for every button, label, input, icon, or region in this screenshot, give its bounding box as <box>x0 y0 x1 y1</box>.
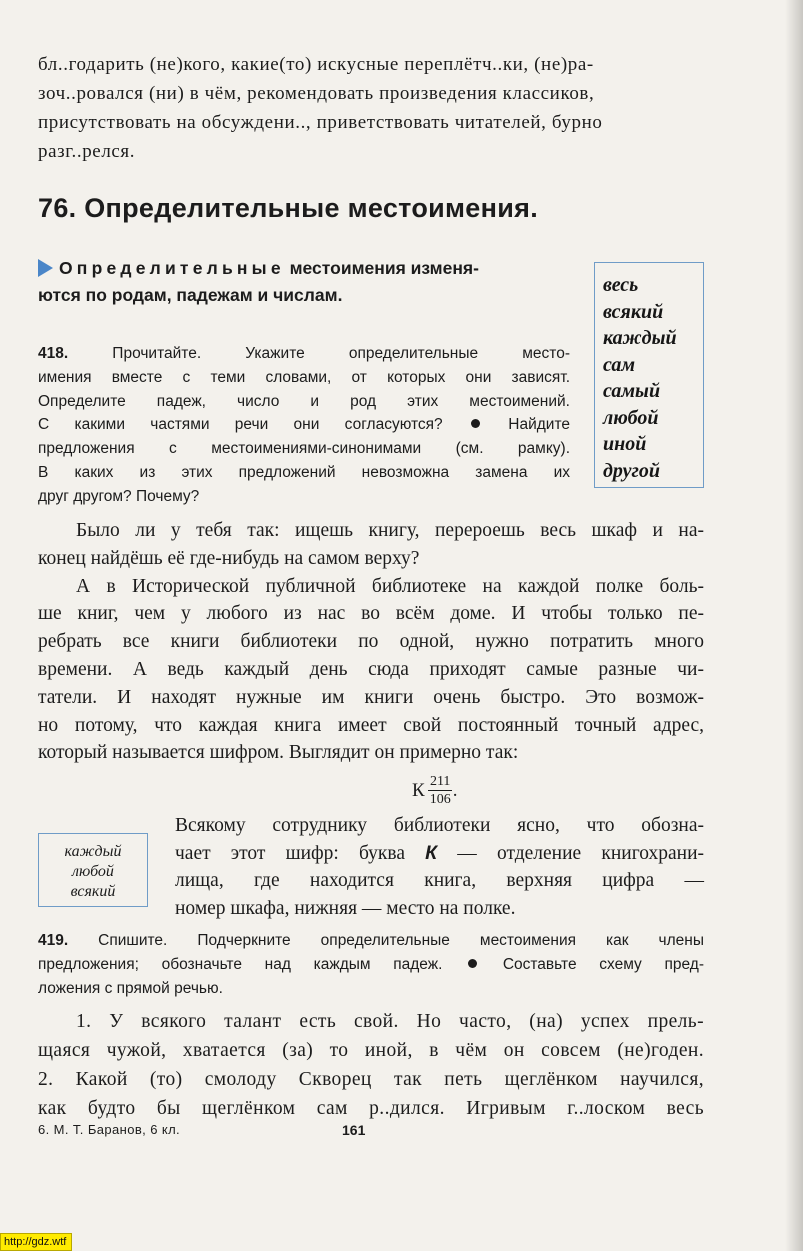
text-line: татели. И находят нужные им книги очень быстро. Это возмож- <box>38 686 704 708</box>
text-line: но потому, что каждая книга имеет свой постоянный точный адрес, <box>38 714 704 736</box>
watermark-link[interactable]: http://gdz.wtf <box>0 1233 72 1251</box>
frame-word: каждый <box>64 843 122 860</box>
text-line: 2. Какой (то) смолоду Скворец так петь щеглёнком научился, <box>38 1069 704 1090</box>
rule-marker-icon <box>38 259 53 277</box>
text-line: ше книг, чем у любого из нас во всём доме. И чтобы только пе- <box>38 603 704 625</box>
text-line: как будто бы щеглёнком сам р..дился. Игривым г..лоском весь <box>38 1098 704 1119</box>
text-line: Всякому сотруднику библиотеки ясно, что обозна- <box>175 815 704 836</box>
text-line: бл..годарить (не)кого, какие(то) искусные переплётч..ки, (не)ра- <box>38 54 594 75</box>
frame-word: иной <box>603 433 647 455</box>
section-title: 76. Определительные местоимения. <box>38 193 538 223</box>
text-line: присутствовать на обсуждени.., приветствовать читателей, бурно <box>38 112 603 133</box>
frame-word: каждый <box>603 327 677 349</box>
reading-text-continued: Всякому сотруднику библиотеки ясно, что обозна- чает этот шифр: буква К — отделение книгохрани- лища, где находится книга, верхняя цифра — номер шкафа, нижняя — место на полке. <box>175 812 704 922</box>
task-bullet-icon <box>468 959 477 968</box>
frame-word: другой <box>603 459 661 482</box>
exercise-line: имения вместе с теми словами, от которых они зависят. <box>38 368 570 386</box>
exercise-418: 418. Прочитайте. Укажите определительные место- имения вместе с теми словами, от которых они зависят. Определите падеж, число и род этих местоимений. С какими частями речи они согласуются? Найдите предложения с местоимениями-синонимами (см. рамку). В каких из этих предложений невозможна замена их друг другом? Почему? <box>38 342 570 509</box>
exercise-line: предложения с местоимениями-синонимами (см. рамку). <box>38 440 570 458</box>
exercise-419-text <box>38 1007 704 1123</box>
text-line: щаяся чужой, хватается (за) то иной, в чём он совсем (не)годен. <box>38 1040 704 1061</box>
frame-word: всякий <box>603 300 664 323</box>
library-cipher <box>412 773 457 808</box>
pronoun-frame <box>594 262 704 488</box>
exercise-line: друг другом? Почему? <box>38 487 200 505</box>
footer-signature: 6. М. Т. Баранов, 6 кл. <box>38 1122 181 1137</box>
exercise-line: Определите падеж, число и род этих местоимений. <box>38 392 570 410</box>
exercise-419: 419. Спишите. Подчеркните определительные местоимения как члены предложения; обозначьте над каждым падеж. Составьте схему пред- ложения с прямой речью. <box>38 929 704 1000</box>
frame-word: весь <box>603 274 639 296</box>
page-edge-shadow <box>785 0 803 1251</box>
frame-word: всякий <box>70 883 116 900</box>
synonym-frame <box>38 833 148 907</box>
text-line: 1. У всякого талант есть свой. Но часто, (на) успех прель- <box>76 1011 704 1032</box>
rule-text: местоимения изменя- <box>284 258 479 278</box>
cipher-dot: . <box>452 779 458 801</box>
text-line: лища, где находится книга, верхняя цифра — <box>175 870 704 891</box>
cipher-letter: К <box>412 779 425 801</box>
exercise-number: 419. <box>38 932 69 949</box>
cipher-fraction <box>428 773 453 808</box>
text-line: который называется шифром. Выглядит он примерно так: <box>38 742 519 764</box>
exercise-line: В каких из этих предложений невозможна замена их <box>38 463 570 481</box>
text-line: времени. А ведь каждый день сюда приходят самые разные чи- <box>38 658 704 680</box>
text-line: конец найдёшь её где-нибудь на самом верху? <box>38 547 420 569</box>
text-line: зоч..ровался (ни) в чём, рекомендовать произведения классиков, <box>38 83 595 104</box>
frame-word: любой <box>603 406 659 429</box>
frame-word: любой <box>72 863 114 880</box>
task-bullet-icon <box>471 419 480 428</box>
rule-term: Определительные <box>59 258 285 278</box>
frame-word: самый <box>603 380 661 402</box>
reading-text <box>38 517 704 767</box>
cipher-denominator: 106 <box>429 792 451 807</box>
text-line: А в Исторической публичной библиотеке на каждой полке боль- <box>76 575 704 597</box>
text-line: номер шкафа, нижняя — место на полке. <box>175 897 516 919</box>
exercise-number: 418. <box>38 345 69 362</box>
rule-text: ются по родам, падежам и числам. <box>38 285 343 305</box>
text-line: ребрать все книги библиотеки по одной, нужно потратить много <box>38 631 704 653</box>
cipher-numerator: 211 <box>429 774 451 789</box>
grammar-rule <box>38 255 598 309</box>
page-number: 161 <box>342 1122 366 1138</box>
text-line: Было ли у тебя так: ищешь книгу, перероешь весь шкаф и на- <box>76 520 704 541</box>
text-line: разг..релся. <box>38 141 136 162</box>
exercise-line: ложения с прямой речью. <box>38 979 223 997</box>
continued-exercise-text <box>38 50 704 166</box>
frame-word: сам <box>603 353 636 376</box>
cipher-letter-reference: К <box>425 841 438 864</box>
